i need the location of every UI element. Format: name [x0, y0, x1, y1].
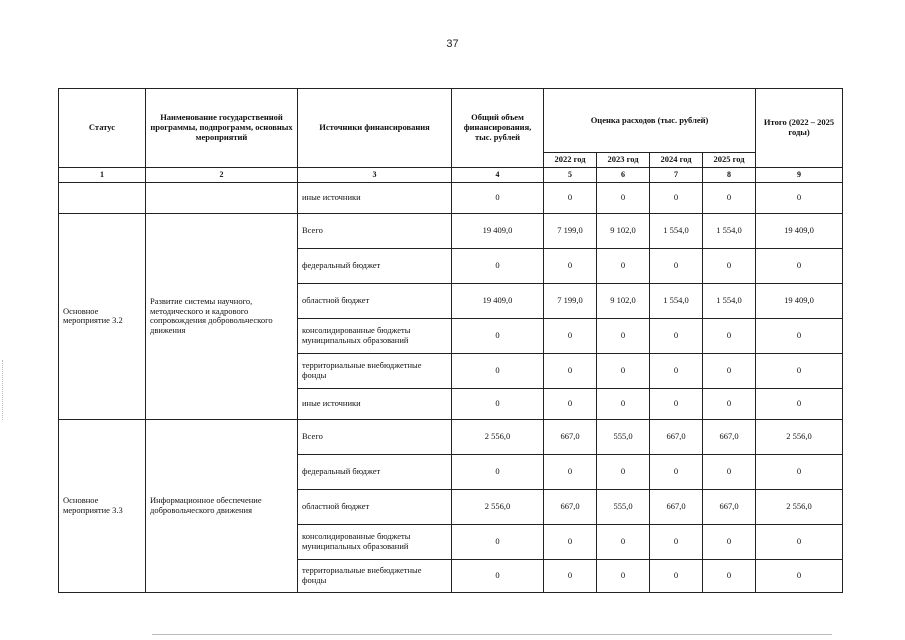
- column-number: 5: [544, 167, 597, 182]
- value-cell: 0: [452, 248, 544, 283]
- column-number: 1: [59, 167, 146, 182]
- source-cell: Всего: [298, 213, 452, 248]
- value-cell: 9 102,0: [597, 283, 650, 318]
- value-cell: 0: [544, 454, 597, 489]
- value-cell: 667,0: [650, 489, 703, 524]
- name-cell-empty: [146, 182, 298, 213]
- column-number: 7: [650, 167, 703, 182]
- value-cell: 0: [756, 388, 843, 419]
- value-cell: 7 199,0: [544, 213, 597, 248]
- value-cell: 1 554,0: [650, 283, 703, 318]
- table-row: [59, 213, 843, 248]
- value-cell: 19 409,0: [452, 213, 544, 248]
- value-cell: 0: [597, 388, 650, 419]
- value-cell: 0: [703, 248, 756, 283]
- table-row: [59, 182, 843, 213]
- value-cell: 0: [544, 559, 597, 592]
- header-total-volume: Общий объем финансирования, тыс. рублей: [452, 89, 544, 168]
- value-cell: 0: [703, 388, 756, 419]
- value-cell: 0: [756, 353, 843, 388]
- value-cell: 0: [703, 559, 756, 592]
- value-cell: 0: [650, 248, 703, 283]
- value-cell: 0: [756, 524, 843, 559]
- bottom-rule: [152, 634, 832, 635]
- source-cell: областной бюджет: [298, 489, 452, 524]
- value-cell: 0: [597, 318, 650, 353]
- value-cell: 555,0: [597, 489, 650, 524]
- header-year: 2022 год: [544, 153, 597, 168]
- value-cell: 0: [597, 353, 650, 388]
- source-cell: федеральный бюджет: [298, 454, 452, 489]
- value-cell: 0: [544, 182, 597, 213]
- header-program-name: Наименование государственной программы, подпрограмм, основных мероприятий: [146, 89, 298, 168]
- value-cell: 0: [703, 353, 756, 388]
- value-cell: 19 409,0: [756, 283, 843, 318]
- value-cell: 0: [650, 454, 703, 489]
- value-cell: 0: [597, 182, 650, 213]
- value-cell: 667,0: [703, 489, 756, 524]
- budget-table: [58, 88, 843, 593]
- source-cell: территориальные внебюджетные фонды: [298, 353, 452, 388]
- value-cell: 2 556,0: [756, 489, 843, 524]
- scan-margin-mark: [2, 360, 4, 420]
- page-number: 37: [446, 38, 459, 50]
- value-cell: 0: [452, 318, 544, 353]
- value-cell: 0: [650, 388, 703, 419]
- value-cell: 0: [703, 318, 756, 353]
- column-number-row: [59, 167, 843, 182]
- header-year: 2023 год: [597, 153, 650, 168]
- value-cell: 1 554,0: [650, 213, 703, 248]
- value-cell: 0: [650, 559, 703, 592]
- header-year: 2025 год: [703, 153, 756, 168]
- value-cell: 667,0: [544, 489, 597, 524]
- value-cell: 0: [452, 524, 544, 559]
- value-cell: 7 199,0: [544, 283, 597, 318]
- value-cell: 1 554,0: [703, 283, 756, 318]
- value-cell: 0: [756, 318, 843, 353]
- value-cell: 0: [703, 182, 756, 213]
- header-row: [59, 89, 843, 153]
- status-cell-empty: [59, 182, 146, 213]
- value-cell: 0: [703, 454, 756, 489]
- value-cell: 555,0: [597, 419, 650, 454]
- source-cell: федеральный бюджет: [298, 248, 452, 283]
- value-cell: 667,0: [650, 419, 703, 454]
- value-cell: 0: [756, 182, 843, 213]
- program-name-cell: Развитие системы научного, методического и кадрового сопровождения добровольческого движения: [146, 213, 298, 419]
- source-cell: консолидированные бюджеты муниципальных образований: [298, 318, 452, 353]
- value-cell: 0: [544, 318, 597, 353]
- program-name-cell: Информационное обеспечение добровольческого движения: [146, 419, 298, 592]
- column-number: 8: [703, 167, 756, 182]
- value-cell: 0: [597, 248, 650, 283]
- source-cell: консолидированные бюджеты муниципальных образований: [298, 524, 452, 559]
- value-cell: 667,0: [544, 419, 597, 454]
- value-cell: 0: [597, 524, 650, 559]
- value-cell: 0: [544, 524, 597, 559]
- value-cell: 0: [452, 353, 544, 388]
- source-cell: Всего: [298, 419, 452, 454]
- source-cell: областной бюджет: [298, 283, 452, 318]
- value-cell: 0: [650, 524, 703, 559]
- header-estimate: Оценка расходов (тыс. рублей): [544, 89, 756, 153]
- value-cell: 0: [544, 353, 597, 388]
- value-cell: 667,0: [703, 419, 756, 454]
- header-sources: Источники финансирования: [298, 89, 452, 168]
- value-cell: 2 556,0: [452, 489, 544, 524]
- value-cell: 0: [452, 388, 544, 419]
- value-cell: 0: [756, 559, 843, 592]
- value-cell: 0: [452, 454, 544, 489]
- value-cell: 0: [544, 388, 597, 419]
- header-total: Итого (2022 – 2025 годы): [756, 89, 843, 168]
- source-cell: иные источники: [298, 388, 452, 419]
- column-number: 3: [298, 167, 452, 182]
- value-cell: 0: [650, 318, 703, 353]
- value-cell: 9 102,0: [597, 213, 650, 248]
- status-cell: Основное мероприятие 3.3: [59, 419, 146, 592]
- column-number: 4: [452, 167, 544, 182]
- value-cell: 0: [756, 248, 843, 283]
- header-year: 2024 год: [650, 153, 703, 168]
- table-row: [59, 419, 843, 454]
- value-cell: 1 554,0: [703, 213, 756, 248]
- value-cell: 19 409,0: [452, 283, 544, 318]
- value-cell: 0: [452, 559, 544, 592]
- value-cell: 0: [544, 248, 597, 283]
- value-cell: 19 409,0: [756, 213, 843, 248]
- value-cell: 0: [452, 182, 544, 213]
- header-status: Статус: [59, 89, 146, 168]
- value-cell: 0: [597, 559, 650, 592]
- column-number: 6: [597, 167, 650, 182]
- source-cell: территориальные внебюджетные фонды: [298, 559, 452, 592]
- value-cell: 0: [756, 454, 843, 489]
- source-cell: иные источники: [298, 182, 452, 213]
- value-cell: 0: [650, 182, 703, 213]
- value-cell: 0: [703, 524, 756, 559]
- value-cell: 2 556,0: [756, 419, 843, 454]
- value-cell: 0: [597, 454, 650, 489]
- value-cell: 2 556,0: [452, 419, 544, 454]
- status-cell: Основное мероприятие 3.2: [59, 213, 146, 419]
- column-number: 9: [756, 167, 843, 182]
- value-cell: 0: [650, 353, 703, 388]
- column-number: 2: [146, 167, 298, 182]
